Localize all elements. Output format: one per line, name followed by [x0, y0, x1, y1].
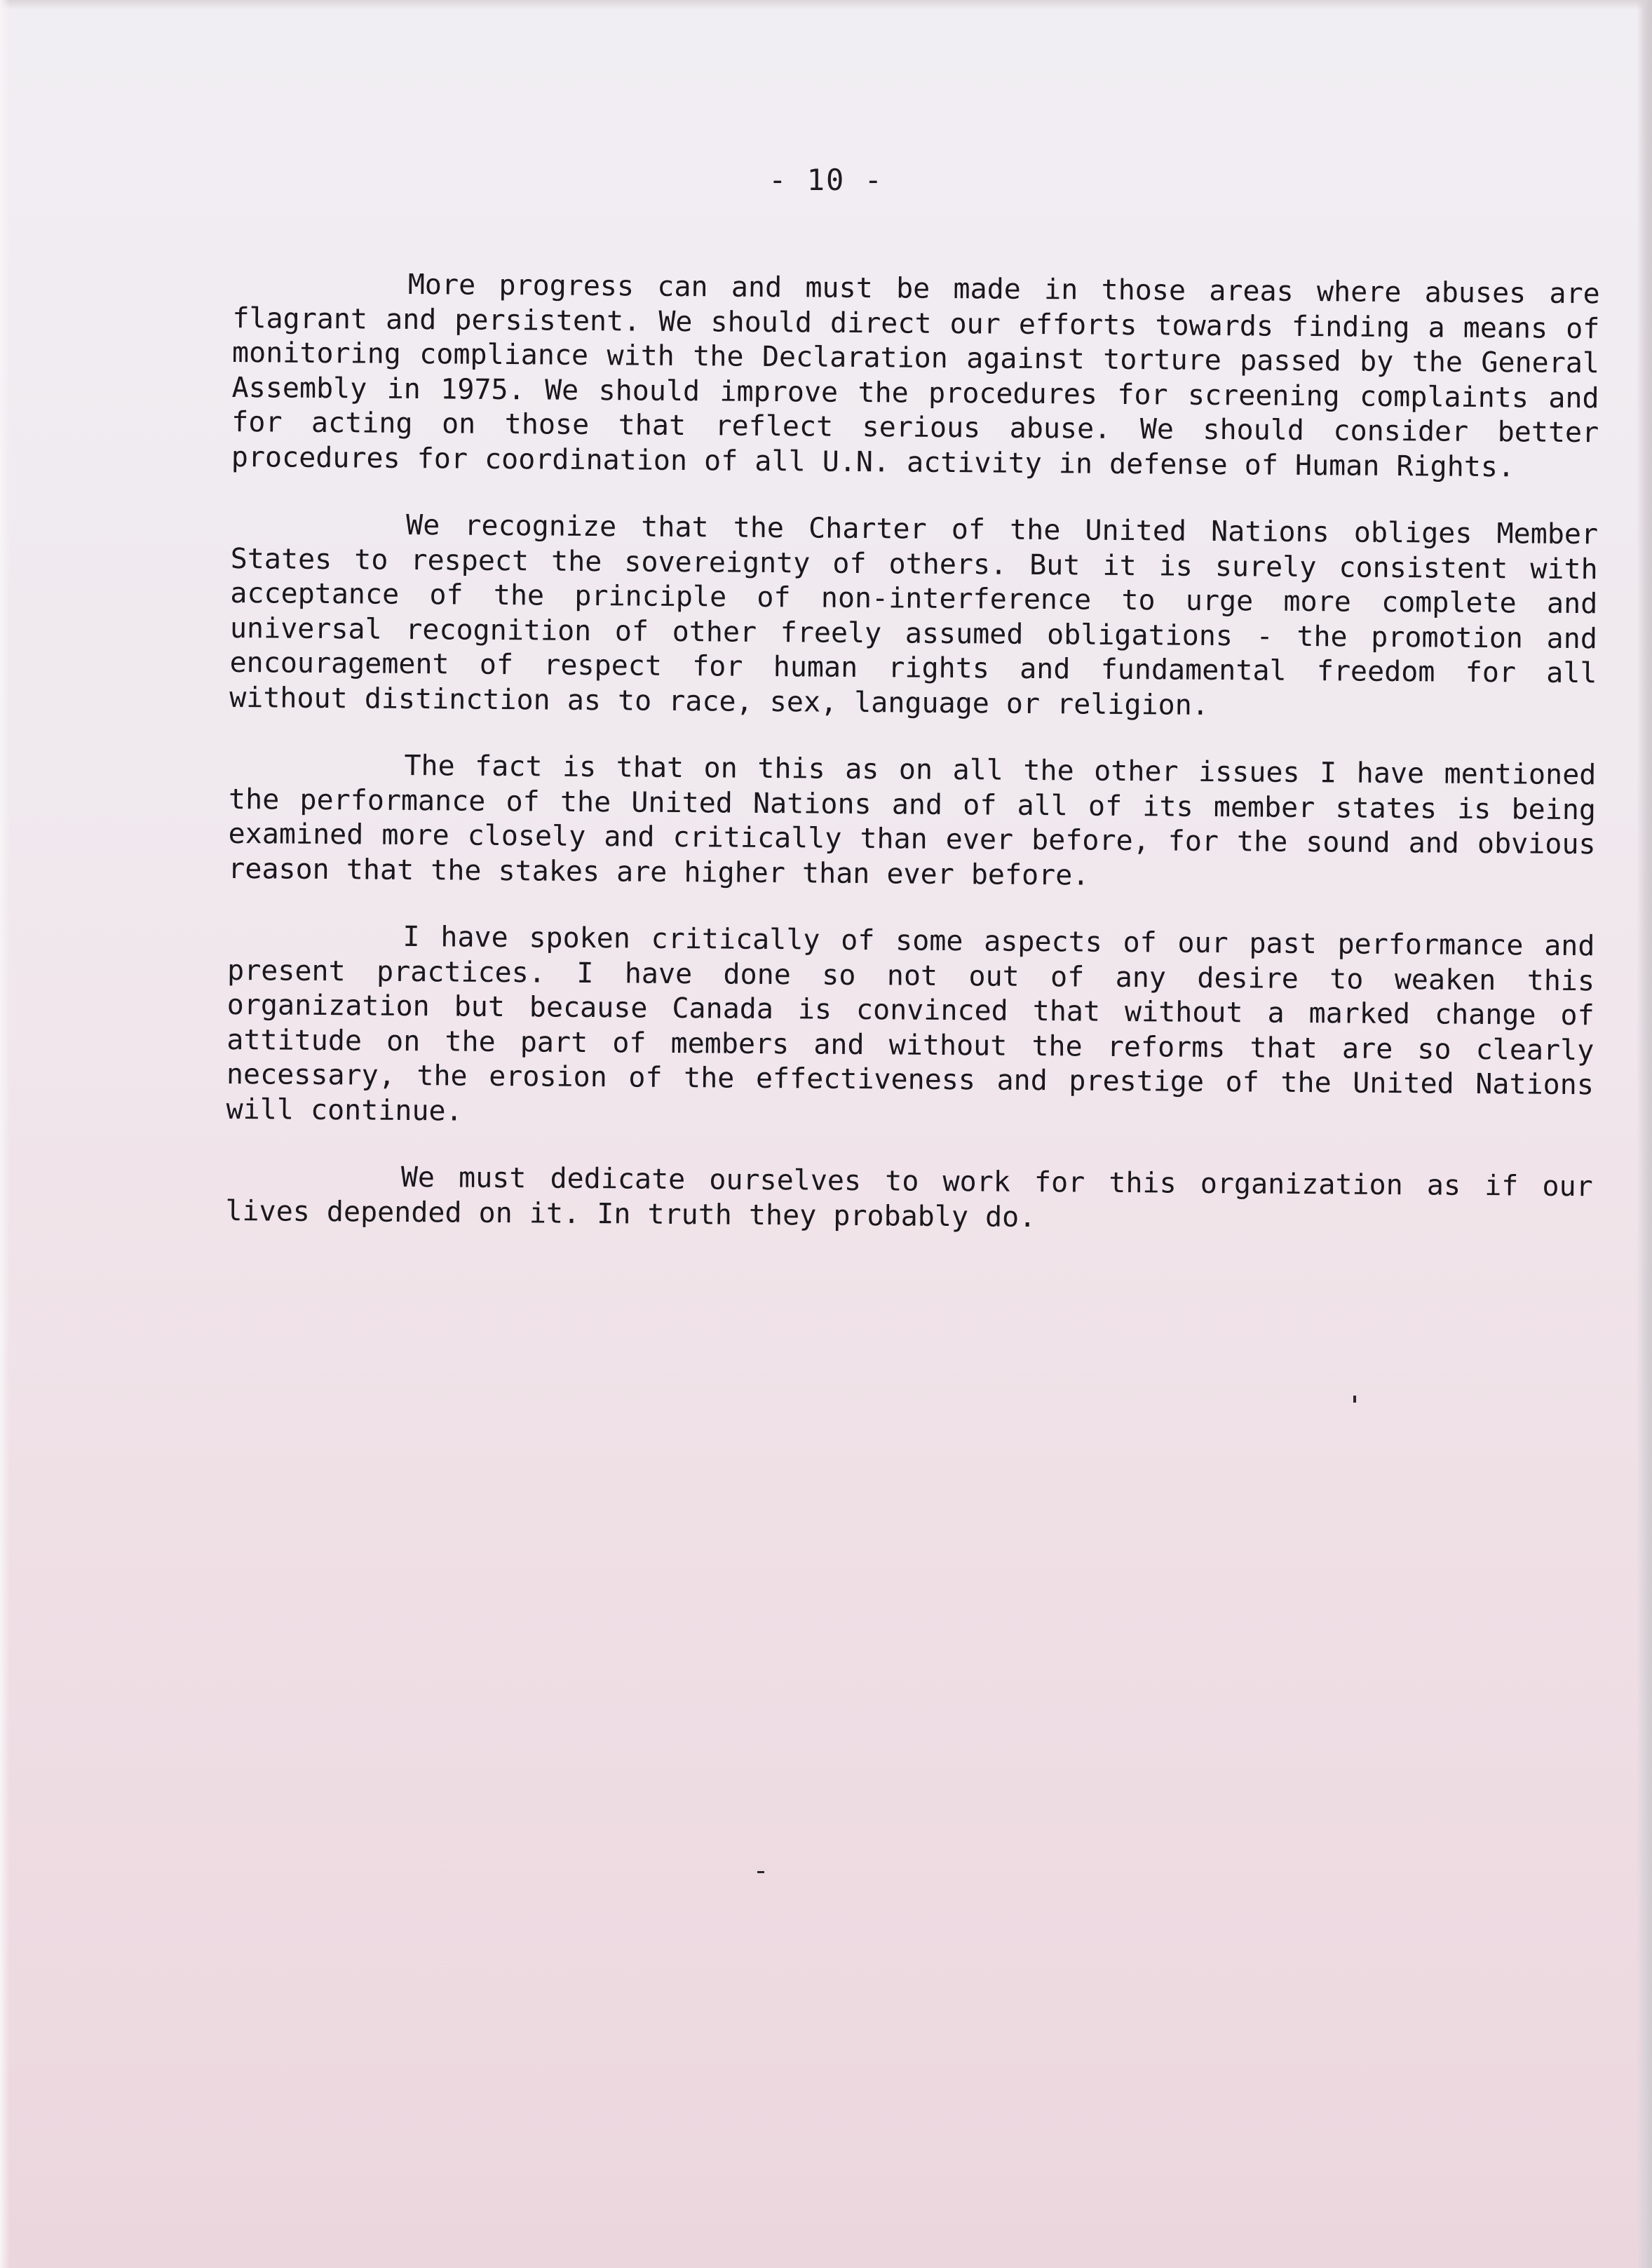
- paragraph-charter-sovereignty: We recognize that the Charter of the United Nations obliges Member States to respect the sovereignty of others. But it is surely consistent with acceptance of the principle of non-interference to urge more complete and universal recognition of other freely assumed obligations - the promotion and encouragement of respect for human rights and fundamental freedom for all without distinction as to race, sex, language or religion.: [229, 508, 1599, 722]
- page-top-edge: [0, 0, 1652, 10]
- page-right-edge: [1637, 0, 1652, 2268]
- paragraph-performance-examined: The fact is that on this as on all the other issues I have mentioned the performance of the United Nations and of all of its member states is being examined more closely and critically than ever before, for the sound and obvious reason that the stakes are higher than ever before.: [228, 749, 1597, 892]
- paragraph-monitoring-compliance: More progress can and must be made in those areas where abuses are flagrant and persistent. We should direct our efforts towards finding a means of monitoring compliance with the Declaration against torture passed by the General Assembly in 1975. We should improve the procedures for screening complaints and for acting on those that reflect serious abuse. We should consider better procedures for coordination of all U.N. activity in defense of Human Rights.: [231, 268, 1600, 483]
- stray-ink-mark: [1353, 1396, 1356, 1403]
- stray-ink-mark: [757, 1871, 764, 1873]
- paragraph-critical-remarks: I have spoken critically of some aspects of our past performance and present practices. I have done so not out of any desire to weaken this organization but because Canada is convinced that without a marked change of attitude on the part of members and without the reforms that are so clearly necessary, the erosion of the effectiveness and prestige of the United Nations will continue.: [226, 920, 1595, 1128]
- page-number: - 10 -: [769, 163, 883, 197]
- body-text: [225, 266, 1600, 1239]
- paragraph-closing: We must dedicate ourselves to work for this organization as if our lives depended on it. In truth they probably do.: [225, 1161, 1593, 1234]
- page-left-edge: [0, 0, 10, 2268]
